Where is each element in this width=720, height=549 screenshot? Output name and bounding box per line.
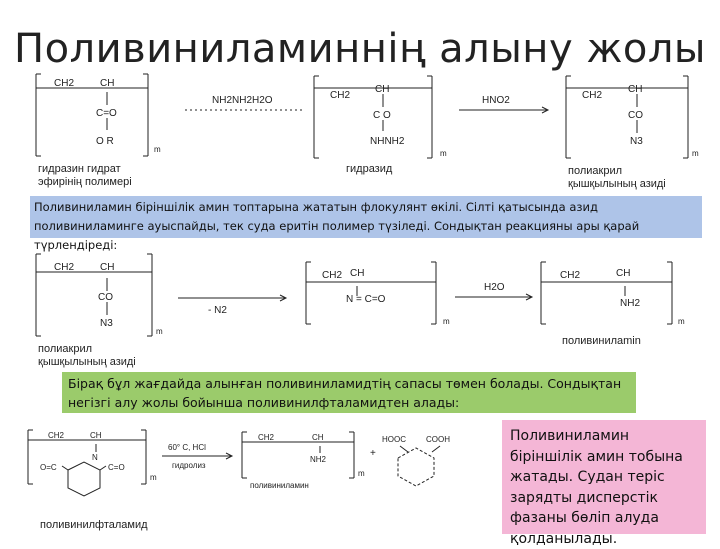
r3-acid-hooc: HOOC — [382, 435, 406, 444]
r1p1-or: O R — [96, 136, 114, 147]
r1p2-caption: гидразид — [346, 163, 393, 175]
r3p2-nh2: NH2 — [310, 455, 327, 464]
r2p1-caption1: полиакрил — [38, 343, 93, 355]
r3p2-caption: поливиниламин — [250, 481, 309, 490]
r1p1-m: m — [154, 145, 161, 154]
r1p1-ch: CH — [100, 78, 115, 89]
r1p3-ch: CH — [628, 84, 643, 95]
r3p1-caption: поливинилфталамид — [40, 519, 148, 531]
r1p1-caption1: гидразин гидрат — [38, 163, 121, 175]
r1p3-co: CO — [628, 110, 643, 121]
r2p2-m: m — [443, 317, 450, 326]
r2p1-ch2: CH2 — [54, 262, 75, 273]
r2-reagent1: - N2 — [208, 305, 227, 316]
r1p3-ch2: CH2 — [582, 90, 603, 101]
r1p2-m: m — [440, 149, 447, 158]
r1p2-co: C O — [373, 110, 391, 121]
r2p1-ch: CH — [100, 262, 115, 273]
r1p2-nhnh2: NHNH2 — [370, 136, 405, 147]
r3-plus: + — [370, 448, 376, 459]
r3p2-ch: CH — [312, 433, 324, 442]
r2p1-m: m — [156, 327, 163, 336]
r1-reagent2: HNO2 — [482, 95, 510, 106]
r1p3-m: m — [692, 149, 699, 158]
r2p3-ch: CH — [616, 268, 631, 279]
r3p1-co-right: C=O — [108, 463, 125, 472]
r1p3-caption2: қышқылының азиді — [568, 178, 666, 190]
r1p2-ch: CH — [375, 84, 390, 95]
r1p1-ch2: CH2 — [54, 78, 75, 89]
r2p2-ch2: CH2 — [322, 270, 343, 281]
r2p1-n3: N3 — [100, 318, 113, 329]
r3p2-ch2: CH2 — [258, 433, 275, 442]
r2p1-caption2: қышқылының азиді — [38, 356, 136, 368]
r2p3-ch2: CH2 — [560, 270, 581, 281]
r2p3-caption: поливинилamin — [562, 335, 641, 347]
r2p2-nco: N = C=O — [346, 294, 386, 305]
r2p1-co: CO — [98, 292, 113, 303]
info-box-blue: Поливиниламин біріншілік амин топтарына жататын флокулянт өкілі. Сілті қатысында азид поливиниламинге ауыспайды, тек суда еритін полимер түзіледі. Сондықтан реакцияны ары қарай түрлендіреді: — [30, 196, 702, 238]
slide-title: Поливиниламиннің алыну жолы — [14, 26, 706, 72]
r3-conditions2: гидролиз — [172, 461, 206, 470]
r3p2-m: m — [358, 469, 365, 478]
r3p1-ch: CH — [90, 431, 102, 440]
r1p3-n3: N3 — [630, 136, 643, 147]
r1p3-caption1: полиакрил — [568, 165, 623, 177]
r1p2-ch2: CH2 — [330, 90, 351, 101]
r3-acid-cooh: COOH — [426, 435, 450, 444]
r2p2-ch: CH — [350, 268, 365, 279]
r2p3-nh2: NH2 — [620, 298, 641, 309]
r3p1-n: N — [92, 453, 98, 462]
r1p1-co: C=O — [96, 108, 117, 119]
r3p1-co-left: O=C — [40, 463, 57, 472]
r3p1-ch2: CH2 — [48, 431, 65, 440]
info-box-green: Бірақ бұл жағдайда алынған поливиниламидтің сапасы төмен болады. Сондықтан негізгі алу жолы бойынша поливинилфталамидтен алады: — [62, 372, 636, 413]
r1p1-caption2: эфирінің полимері — [38, 176, 132, 188]
r1-reagent1: NH2NH2H2O — [212, 95, 273, 106]
r3-conditions1: 60° C, HCl — [168, 443, 206, 452]
r3p1-m: m — [150, 473, 157, 482]
r2-reagent2: H2O — [484, 282, 505, 293]
r2p3-m: m — [678, 317, 685, 326]
info-box-pink: Поливиниламин біріншілік амин тобына жатады. Судан теріс зарядты дисперстік фазаны бөліп алуда қолданылады. — [502, 420, 706, 534]
